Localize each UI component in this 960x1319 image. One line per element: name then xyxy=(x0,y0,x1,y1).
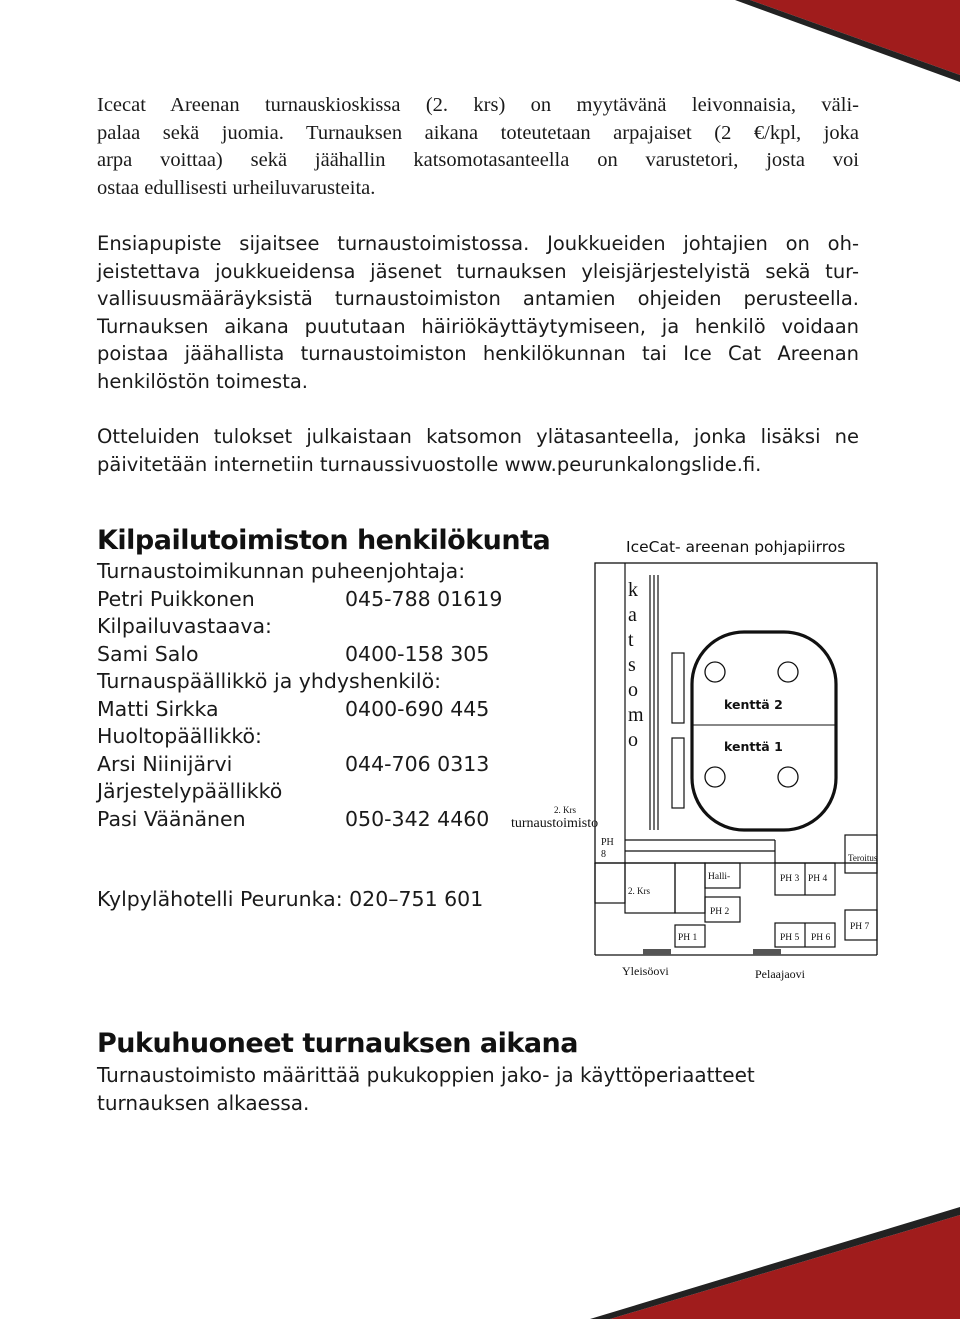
text-line: arpa voittaa) sekä jäähallin katsomotasanteella on varustetori, josta voi xyxy=(97,149,859,172)
ph6-label: PH 6 xyxy=(811,933,831,943)
ph8-label: PH xyxy=(601,837,614,848)
public-door-marker xyxy=(643,949,671,955)
public-door-label: Yleisöovi xyxy=(622,964,669,978)
stand-letter: a xyxy=(628,604,637,626)
halli-label: Halli- xyxy=(708,872,731,882)
text-line: Otteluiden tulokset julkaistaan katsomon ylätasanteella, jonka lisäksi ne xyxy=(97,425,859,448)
staff-name: Arsi Niinijärvi xyxy=(97,751,233,776)
ph3-label: PH 3 xyxy=(780,874,800,884)
ph1-label: PH 1 xyxy=(678,933,698,943)
role-title: Järjestelypäällikkö xyxy=(97,779,283,803)
staff-phone: 050-342 4460 xyxy=(345,806,490,831)
text-line: vallisuusmääräyksistä turnaustoimiston antamien ohjeiden perusteella. xyxy=(97,287,859,311)
text-line: jeistettava joukkueidensa jäsenet turnauksen yleisjärjestelyistä sekä tur- xyxy=(97,259,859,283)
staff-list xyxy=(97,558,517,833)
role-title: Huoltopäällikkö: xyxy=(97,724,262,748)
rink-2-label: kenttä 2 xyxy=(724,697,783,712)
text-line: Turnauksen aikana puututaan häiriökäyttäytymiseen, ja henkilö voidaan xyxy=(97,314,859,338)
kiosk-paragraph xyxy=(97,92,859,202)
team-bench xyxy=(672,738,684,808)
player-door-marker xyxy=(753,949,781,955)
floor-plan-title: IceCat- areenan pohjapiirros xyxy=(626,538,846,556)
office-label: turnaustoimisto xyxy=(511,816,599,831)
arena-floor-plan xyxy=(500,525,890,990)
stand-letter: o xyxy=(628,679,638,701)
team-bench xyxy=(672,653,684,723)
text-line: päivitetään internetiin turnaussivuostolle www.peurunkalongslide.fi. xyxy=(97,452,762,476)
staff-name: Sami Salo xyxy=(97,641,199,666)
text-line: palaa sekä juomia. Turnauksen aikana toteutetaan arpajaiset (2 €/kpl, joka xyxy=(97,121,859,144)
staff-entry xyxy=(97,586,517,614)
stand-letter: m xyxy=(628,704,644,726)
role-title: Turnaustoimikunnan puheenjohtaja: xyxy=(97,559,466,583)
text-line: turnauksen alkaessa. xyxy=(97,1090,310,1115)
staff-phone: 0400-690 445 xyxy=(345,696,490,721)
office-floor-label: 2. Krs xyxy=(554,805,576,815)
text-line: Icecat Areenan turnauskioskissa (2. krs) on myytävänä leivonnaisia, väli- xyxy=(97,94,859,116)
staff-name: Pasi Väänänen xyxy=(97,806,246,831)
faceoff-circle xyxy=(778,767,798,787)
room-block xyxy=(595,863,625,903)
staff-entry xyxy=(97,806,517,834)
text-line: ostaa edullisesti urheiluvarusteita. xyxy=(97,176,376,199)
staff-phone: 044-706 0313 xyxy=(345,751,490,776)
ph5-label: PH 5 xyxy=(780,933,800,943)
stand-letter: s xyxy=(628,654,636,676)
rink-1-label: kenttä 1 xyxy=(724,739,783,754)
teroitus-label: Teroitus xyxy=(848,853,878,863)
stand-letter: t xyxy=(628,629,634,651)
staff-heading: Kilpailutoimiston henkilökunta xyxy=(97,525,551,556)
role-title: Turnauspäällikkö ja yhdyshenkilö: xyxy=(97,669,442,693)
floor2-label: 2. Krs xyxy=(628,886,650,896)
text-line: Ensiapupiste sijaitsee turnaustoimistossa. Joukkueiden johtajien on oh- xyxy=(97,232,859,255)
text-line: henkilöstön toimesta. xyxy=(97,369,309,393)
staff-entry xyxy=(97,751,517,779)
text-line: Turnaustoimisto määrittää pukukoppien jako- ja käyttöperiaatteet xyxy=(97,1063,755,1087)
ph2-label: PH 2 xyxy=(710,907,730,917)
stand-letter: k xyxy=(628,579,638,601)
first-aid-paragraph xyxy=(97,230,859,396)
text-line: poistaa jäähallista turnaustoimiston henkilökunnan tai Ice Cat Areenan xyxy=(97,342,859,366)
ph7-label: PH 7 xyxy=(850,922,870,932)
faceoff-circle xyxy=(705,767,725,787)
staff-phone: 045-788 01619 xyxy=(345,586,503,611)
hotel-contact: Kylpylähotelli Peurunka: 020–751 601 xyxy=(97,887,484,911)
staff-name: Matti Sirkka xyxy=(97,696,219,721)
staff-name: Petri Puikkonen xyxy=(97,586,255,611)
locker-paragraph xyxy=(97,1062,859,1117)
results-paragraph xyxy=(97,423,859,478)
staff-phone: 0400-158 305 xyxy=(345,641,490,666)
role-title: Kilpailuvastaava: xyxy=(97,614,272,638)
staff-entry xyxy=(97,641,517,669)
ph8-label: 8 xyxy=(601,849,606,860)
room xyxy=(675,863,705,913)
stand-letter: o xyxy=(628,729,638,751)
staff-entry xyxy=(97,696,517,724)
faceoff-circle xyxy=(778,662,798,682)
locker-heading: Pukuhuoneet turnauksen aikana xyxy=(97,1028,578,1059)
faceoff-circle xyxy=(705,662,725,682)
player-door-label: Pelaajaovi xyxy=(755,967,805,981)
ph4-label: PH 4 xyxy=(808,874,828,884)
